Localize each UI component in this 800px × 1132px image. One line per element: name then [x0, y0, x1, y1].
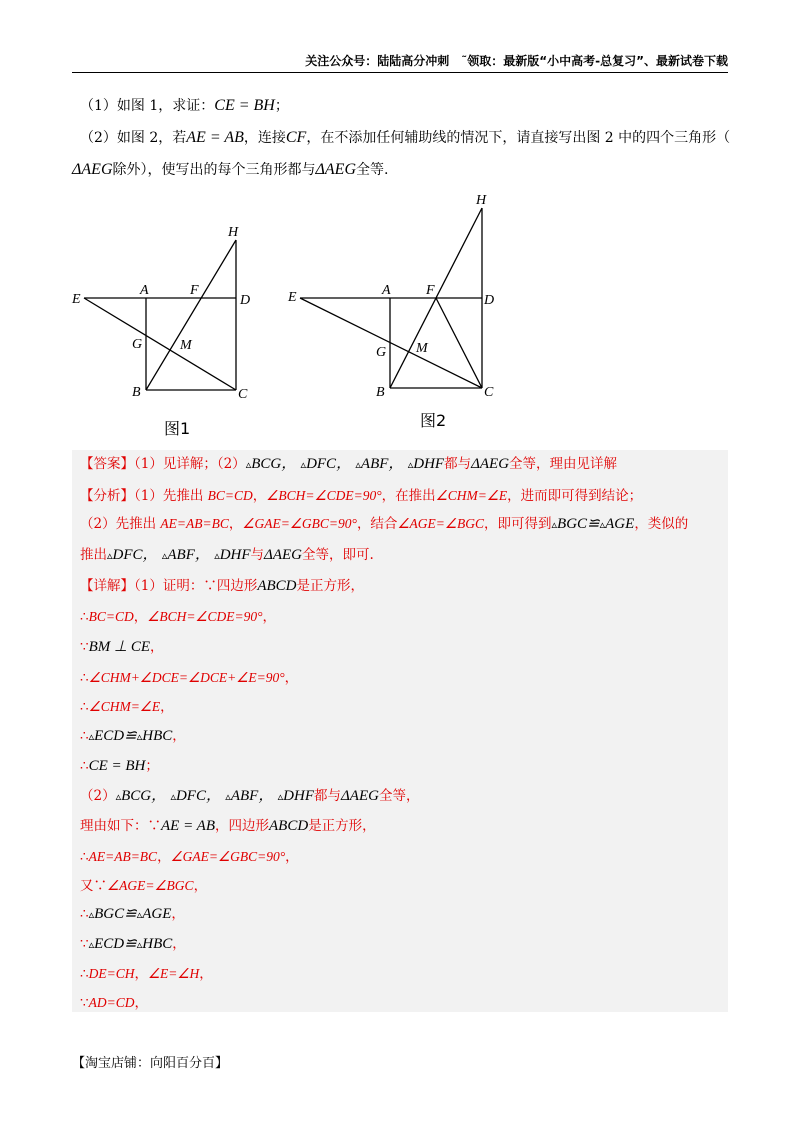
- fig2-label-h: H: [476, 193, 487, 208]
- fig2-label-a: A: [382, 283, 391, 298]
- fig2-label-m: M: [416, 341, 428, 356]
- detail-line-3: ∵BM ⊥ CE，: [80, 639, 164, 655]
- fig2-label-b: B: [376, 385, 385, 400]
- figure-1: [60, 210, 270, 444]
- detail-line-6: ∴▵ECD≌▵HBC，: [80, 728, 186, 744]
- analysis-line-2: （2）先推出 AE=AB=BC，∠GAE=∠GBC=90°，结合∠AGE=∠BGC，即可得到▵BGC≌▵AGE，类似的: [80, 516, 689, 532]
- analysis-line-3: 推出▵DFC， ▵ABF， ▵DHF与ΔAEG全等，即可.: [80, 547, 374, 563]
- fig2-label-d: D: [484, 293, 495, 308]
- detail-line-7: ∴CE = BH；: [80, 758, 159, 774]
- question-2-line-2: ΔAEG除外），使写出的每个三角形都与ΔAEG全等.: [72, 161, 389, 178]
- analysis-line-1: 【分析】（1）先推出 BC=CD，∠BCH=∠CDE=90°，在推出∠CHM=∠E，进而即可得到结论；: [80, 488, 643, 504]
- page-footer: 【淘宝店铺：向阳百分百】: [72, 1056, 229, 1071]
- detail-line-13: ∵▵ECD≌▵HBC，: [80, 936, 186, 952]
- fig1-label-m: M: [180, 338, 192, 353]
- detail-line-5: ∴∠CHM=∠E，: [80, 699, 174, 715]
- fig2-label-e: E: [288, 290, 297, 305]
- fig1-label-e: E: [72, 292, 81, 307]
- answer-line: 【答案】（1）见详解；（2）▵BCG， ▵DFC， ▵ABF， ▵DHF都与ΔAEG全等，理由见详解: [80, 456, 618, 472]
- fig1-label-a: A: [140, 283, 149, 298]
- detail-line-11: 又∵∠AGE=∠BGC，: [80, 878, 208, 894]
- detail-line-4: ∴∠CHM+∠DCE=∠DCE+∠E=90°，: [80, 670, 299, 686]
- fig2-label-c: C: [484, 385, 494, 400]
- detail-line-8: （2）▵BCG， ▵DFC， ▵ABF， ▵DHF都与ΔAEG全等，: [80, 788, 420, 804]
- fig2-label-g: G: [376, 345, 387, 360]
- fig1-label-g: G: [132, 337, 143, 352]
- detail-line-12: ∴▵BGC≌▵AGE，: [80, 906, 185, 922]
- fig1-label-h: H: [228, 225, 239, 240]
- fig1-label-d: D: [240, 293, 251, 308]
- question-1: （1）如图 1，求证：CE = BH；: [80, 97, 289, 114]
- detail-line-15: ∵AD=CD，: [80, 995, 148, 1011]
- detail-line-10: ∴AE=AB=BC，∠GAE=∠GBC=90°，: [80, 849, 299, 865]
- question-2-line-1: （2）如图 2，若AE = AB，连接CF，在不添加任何辅助线的情况下，请直接写出图 2 中的四个三角形（: [80, 129, 731, 146]
- fig1-caption: 图1: [164, 419, 191, 438]
- detail-line-1: 【详解】（1）证明：∵四边形ABCD是正方形，: [80, 578, 365, 594]
- page-header: 关注公众号：陆陆高分冲刺 ˜领取：最新版“小中高考-总复习”、最新试卷下载: [305, 54, 728, 68]
- fig2-label-f: F: [426, 283, 435, 298]
- figure-2: [276, 188, 516, 442]
- fig1-label-f: F: [190, 283, 199, 298]
- fig1-label-c: C: [238, 387, 248, 402]
- detail-line-9: 理由如下：∵AE = AB，四边形ABCD是正方形，: [80, 818, 376, 834]
- detail-line-14: ∴DE=CH，∠E=∠H，: [80, 966, 213, 982]
- detail-line-2: ∴BC=CD，∠BCH=∠CDE=90°，: [80, 609, 277, 625]
- fig1-label-b: B: [132, 385, 141, 400]
- fig2-caption: 图2: [420, 411, 447, 430]
- header-divider: [72, 72, 728, 73]
